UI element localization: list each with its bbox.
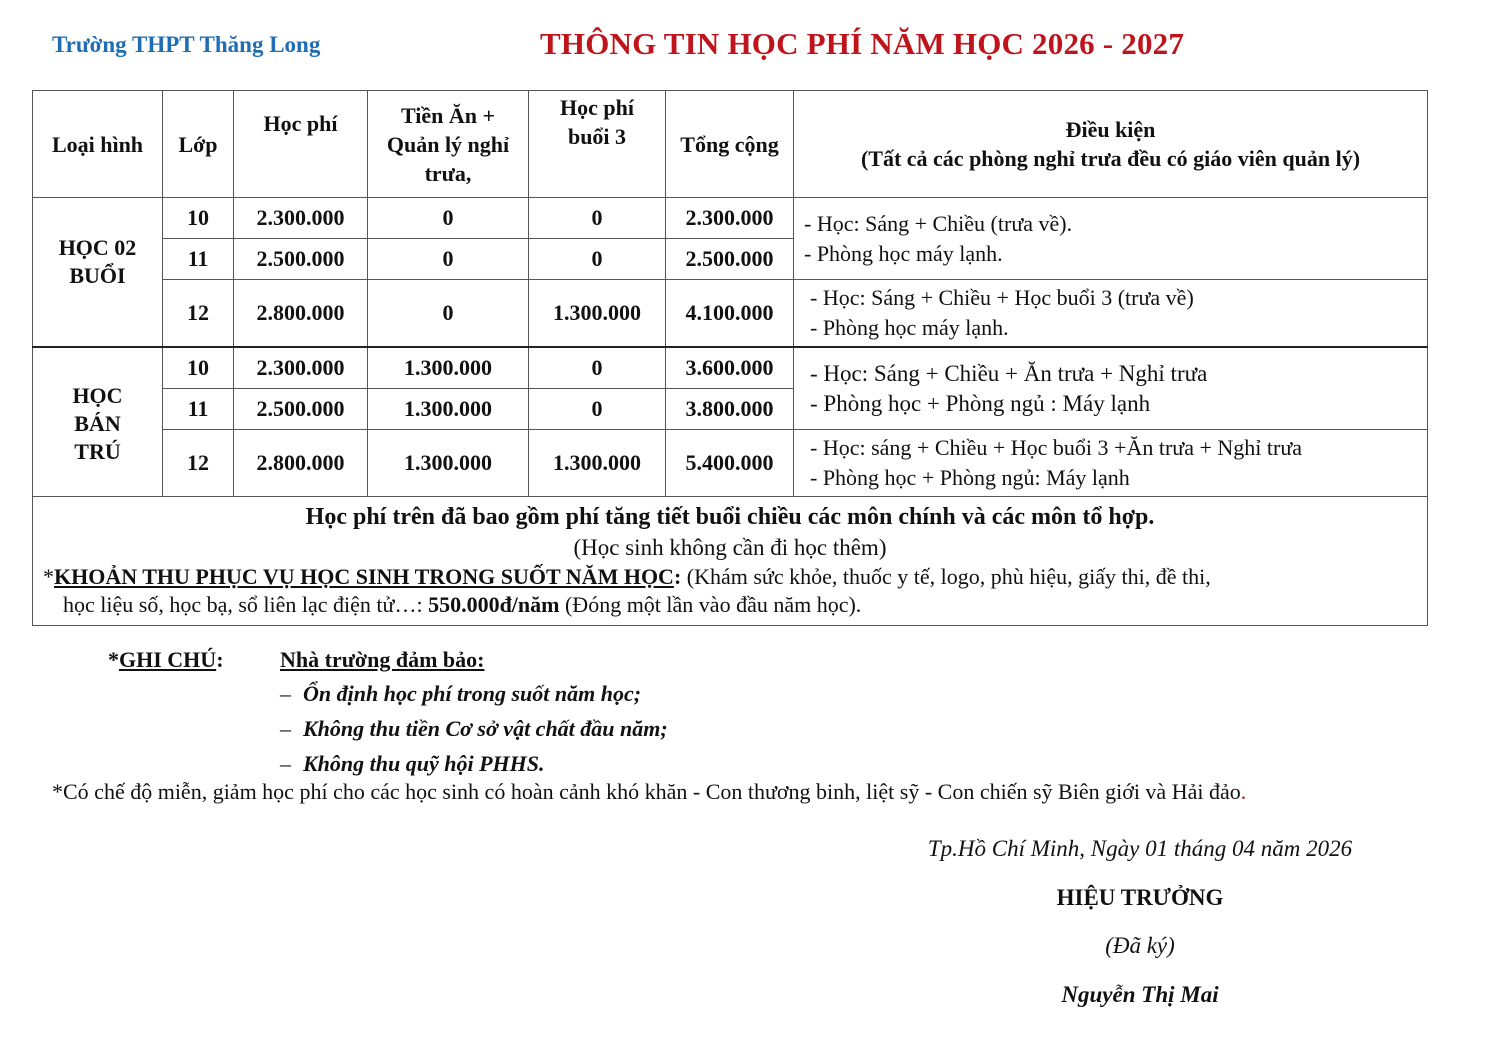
total-cell: 3.800.000 [666,389,794,430]
meal-cell: 1.300.000 [368,389,529,430]
total-cell: 5.400.000 [666,430,794,497]
meal-cell: 0 [368,280,529,348]
total-cell: 4.100.000 [666,280,794,348]
session3-cell: 1.300.000 [529,430,666,497]
conditions-cell: - Học: Sáng + Chiều + Học buổi 3 (trưa về) - Phòng học máy lạnh. [794,280,1428,348]
service-fees-amount: 550.000đ/năm [428,592,560,617]
grade-cell: 10 [163,347,234,389]
notes-subtitle: Nhà trường đảm bảo: [280,647,485,672]
page-title: THÔNG TIN HỌC PHÍ NĂM HỌC 2026 - 2027 [540,26,1185,61]
group-label-hoc-ban-tru: HỌC BÁN TRÚ [33,347,163,497]
tuition-cell: 2.800.000 [234,280,368,348]
signature-role: HIỆU TRƯỞNG [1056,885,1224,910]
header-total: Tổng cộng [666,91,794,198]
included-fees-note: Học phí trên đã bao gồm phí tăng tiết buổi chiều các môn chính và các môn tổ hợp. [305,504,1155,530]
conditions-cell: - Học: sáng + Chiều + Học buổi 3 +Ăn trưa + Nghỉ trưa - Phòng học + Phòng ngủ: Máy lạnh [794,430,1428,497]
session3-cell: 0 [529,198,666,239]
conditions-cell: - Học: Sáng + Chiều (trưa về). - Phòng học máy lạnh. [794,198,1428,280]
meal-cell: 1.300.000 [368,430,529,497]
note-item: – Không thu tiền Cơ sở vật chất đầu năm; [280,716,668,741]
session3-cell: 0 [529,239,666,280]
service-fees-line-2: học liệu số, học bạ, sổ liên lạc điện tử…: 550.000đ/năm (Đóng một lần vào đầu năm học). [63,592,862,617]
header-grade: Lớp [163,91,234,198]
header-session3: Học phí buổi 3 [529,91,666,198]
exemption-note: *Có chế độ miễn, giảm học phí cho các học sinh có hoàn cảnh khó khăn - Con thương binh, liệt sỹ - Con chiến sỹ Biên giới và Hải đảo. [52,779,1247,804]
grade-cell: 11 [163,389,234,430]
grade-cell: 10 [163,198,234,239]
tuition-cell: 2.800.000 [234,430,368,497]
signature-name: Nguyễn Thị Mai [1061,982,1219,1007]
service-fees-label: KHOẢN THU PHỤC VỤ HỌC SINH TRONG SUỐT NĂM HỌC [54,564,674,589]
header-tuition: Học phí [234,91,368,198]
meal-cell: 1.300.000 [368,347,529,389]
signature-date: Tp.Hồ Chí Minh, Ngày 01 tháng 04 năm 2026 [927,836,1353,861]
tuition-cell: 2.300.000 [234,347,368,389]
service-fees-line: *KHOẢN THU PHỤC VỤ HỌC SINH TRONG SUỐT NĂM HỌC: (Khám sức khỏe, thuốc y tế, logo, phù hiệu, giấy thi, đề thi, [43,564,1211,589]
grade-cell: 11 [163,239,234,280]
school-name: Trường THPT Thăng Long [52,32,321,57]
total-cell: 2.500.000 [666,239,794,280]
note-item: – Ổn định học phí trong suốt năm học; [280,681,642,706]
header-type: Loại hình [33,91,163,198]
no-extra-classes-note: (Học sinh không cần đi học thêm) [573,535,887,560]
note-item: – Không thu quỹ hội PHHS. [280,751,545,776]
table-footer-row [33,497,1428,626]
session3-cell: 0 [529,389,666,430]
tuition-cell: 2.500.000 [234,389,368,430]
table-row [33,280,1428,348]
meal-cell: 0 [368,239,529,280]
session3-cell: 1.300.000 [529,280,666,348]
session3-cell: 0 [529,347,666,389]
signature-status: (Đã ký) [1105,933,1175,958]
grade-cell: 12 [163,430,234,497]
table-row [33,430,1428,497]
header-conditions: Điều kiện (Tất cả các phòng nghỉ trưa đều có giáo viên quản lý) [794,91,1428,198]
table-row [33,198,1428,239]
header-meal: Tiền Ăn + Quản lý nghỉ trưa, [368,91,529,198]
conditions-cell: - Học: Sáng + Chiều + Ăn trưa + Nghỉ trưa - Phòng học + Phòng ngủ : Máy lạnh [794,347,1428,430]
grade-cell: 12 [163,280,234,348]
table-row [33,347,1428,389]
table-header-row [33,91,1428,198]
table-footer [33,497,1428,626]
group-label-hoc-02-buoi: HỌC 02 BUỔI [33,198,163,348]
meal-cell: 0 [368,198,529,239]
total-cell: 2.300.000 [666,198,794,239]
notes-heading: *GHI CHÚ: [108,647,224,672]
tuition-cell: 2.300.000 [234,198,368,239]
total-cell: 3.600.000 [666,347,794,389]
tuition-cell: 2.500.000 [234,239,368,280]
tuition-table [32,90,1428,626]
